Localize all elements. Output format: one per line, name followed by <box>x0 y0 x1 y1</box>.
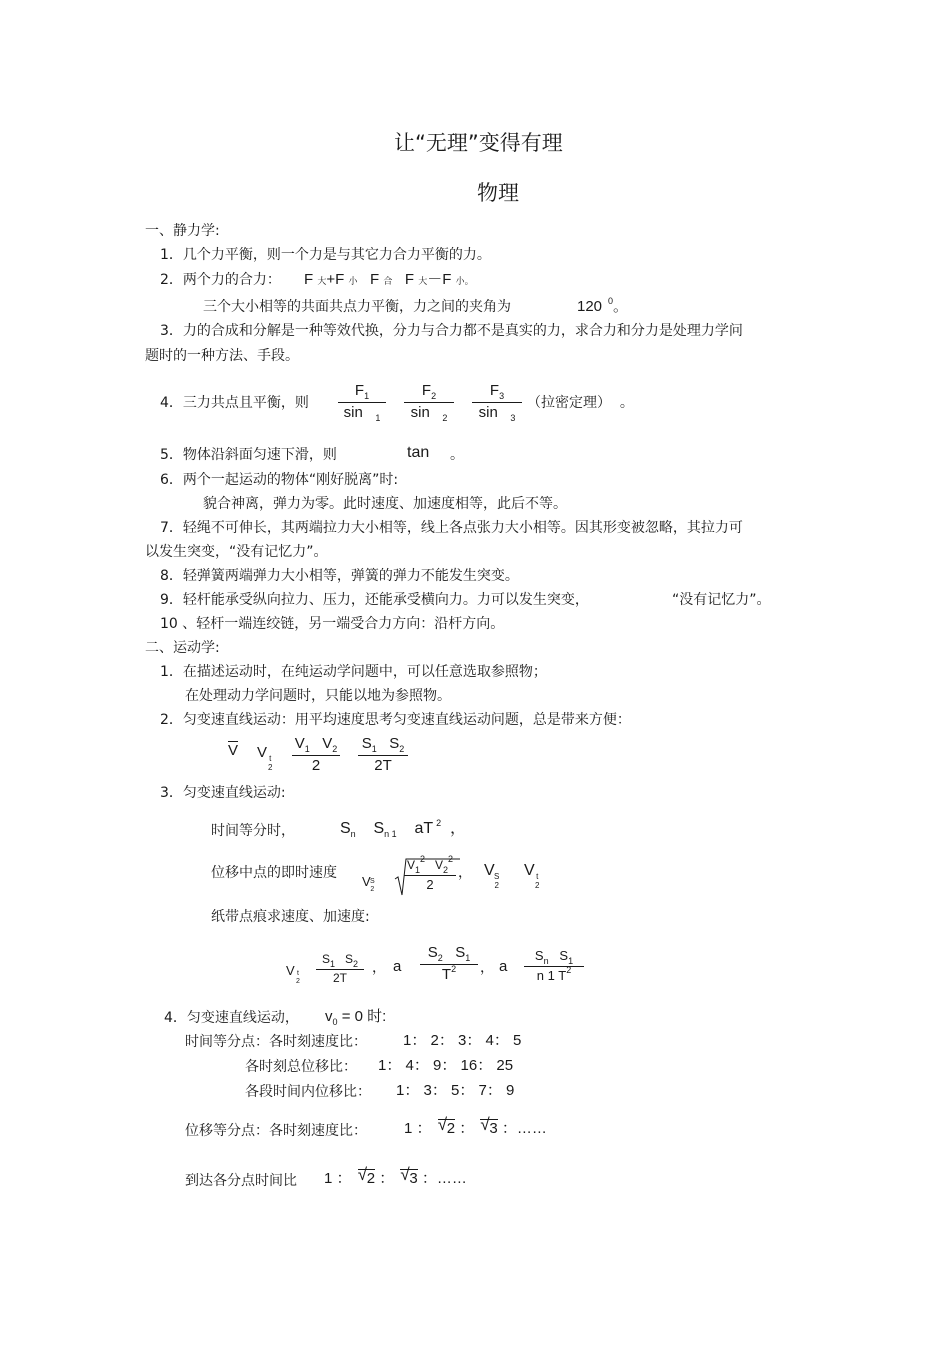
fraction-bar <box>420 964 478 965</box>
vt-symbol: V <box>524 862 535 879</box>
velocity-ratio: 1： 2： 3： 4： 5 <box>403 1032 522 1049</box>
lami-fraction-1 <box>338 382 386 423</box>
fraction-denominator: 2 <box>311 757 321 774</box>
statics-item-8: 8．轻弹簧两端弹力大小相等，弹簧的弹力不能发生突变。 <box>160 568 519 584</box>
square-root: √ 2 <box>437 1115 456 1137</box>
fraction-denominator: 2 <box>426 877 434 892</box>
fraction-bar <box>404 875 456 876</box>
fraction-bar <box>338 402 386 403</box>
statics-item-5-label: 5．物体沿斜面匀速下滑，则 <box>160 447 337 463</box>
lami-fraction-3 <box>472 382 522 423</box>
square-root: √ 2 <box>357 1165 376 1187</box>
segment-displacement-ratio: 1： 3： 5： 7： 9 <box>396 1082 515 1099</box>
kinematics-item-1-line-1: 1．在描述运动时，在纯运动学问题中，可以任意选取参照物； <box>160 664 547 680</box>
kinematics-item-2: 2．匀变速直线运动：用平均速度思考匀变速直线运动问题，总是带来方便： <box>160 712 631 728</box>
tape-velocity-subscript: t 2 <box>296 970 300 985</box>
fraction-bar <box>292 755 340 756</box>
tape-comma-2: ， <box>480 960 494 976</box>
arrival-time-ratio: 1 ： √ 2 ： √ 3 ：…… <box>324 1165 467 1187</box>
total-displacement-ratio: 1： 4： 9： 16： 25 <box>378 1057 514 1074</box>
angle-end: 。 <box>613 298 629 315</box>
square-root: √ 3 <box>480 1115 498 1137</box>
angle-value <box>577 298 628 317</box>
displacement-fraction <box>358 735 408 775</box>
midtime-velocity-symbol: V <box>257 744 268 761</box>
fraction-bar <box>524 966 584 967</box>
formula-subscript: 合 <box>383 276 393 286</box>
statics-item-6-detail: 貌合神离，弹力为零。此时速度、加速度相等，此后不等。 <box>203 496 567 512</box>
fraction-numerator: $S_1$ $S_2$ <box>361 735 405 754</box>
formula-subscript: 小。 <box>455 276 474 286</box>
formula-subscript: 小 <box>348 276 358 286</box>
degree-mark: 0 <box>608 296 614 306</box>
statics-item-6: 6．两个一起运动的物体“刚好脱离”时: <box>160 472 399 488</box>
initial-velocity-condition: $v_0 = 0$ 时: <box>325 1008 387 1027</box>
kinematics-item-3: 3．匀变速直线运动: <box>160 785 286 801</box>
vs-symbol: V <box>484 862 495 879</box>
fraction-denominator: 2T <box>374 757 392 774</box>
formula-resultant-range <box>304 271 474 290</box>
lami-note: （拉密定理） 。 <box>527 395 634 411</box>
document-title: 让“无理”变得有理 <box>394 131 563 155</box>
fraction-numerator: $S_n$ $S_1$ <box>534 948 574 966</box>
statics-item-10: 10 、轻杆一端连绞链，另一端受合力方向：沿杆方向。 <box>160 616 505 632</box>
fraction-bar <box>404 402 454 403</box>
fraction-denominator: sin $_2$ <box>410 404 448 423</box>
midpoint-velocity-label: 位移中点的即时速度 <box>211 865 337 881</box>
statics-item-2-label: 2．两个力的合力： <box>160 272 281 288</box>
document-subtitle: 物理 <box>477 181 519 205</box>
tape-comma-1: ， <box>372 960 386 976</box>
tan-formula: tan <box>407 444 430 461</box>
kinematics-item-4-label: 4．匀变速直线运动， <box>164 1010 299 1026</box>
midpoint-velocity-subscript: S 2 <box>370 878 375 893</box>
formula-term: －F <box>427 271 452 288</box>
midpoint-comma: ， <box>458 865 472 881</box>
formula-subscript: 大 <box>418 276 428 286</box>
angle-number: 120 <box>577 298 603 315</box>
acceleration-fraction-1 <box>420 944 478 985</box>
fraction-bar <box>316 969 364 970</box>
formula-term: F <box>304 271 314 288</box>
midpoint-velocity-symbol: V <box>362 874 371 889</box>
tape-velocity-symbol: V <box>286 963 295 978</box>
fraction-numerator: $F_1$ <box>354 382 370 401</box>
velocity-root-ratio: 1 ： √ 2 ： √ 3 ：…… <box>404 1115 547 1137</box>
fraction-denominator: n 1 $T^2$ <box>536 965 572 983</box>
statics-item-9-line: 9．轻杆能承受纵向拉力、压力，还能承受横向力。力可以发生突变， <box>160 592 589 608</box>
segment-displacement-label: 各段时间内位移比： <box>245 1084 371 1100</box>
fraction-numerator: $F_3$ <box>489 382 505 401</box>
statics-item-3-line-1: 3．力的合成和分解是一种等效代换，分力与合力都不是真实的力，求合力和分力是处理力学问 <box>160 323 743 339</box>
average-velocity-fraction <box>292 735 340 775</box>
vt-subscript: t 2 <box>535 872 540 890</box>
fraction-denominator: sin $_1$ <box>343 404 381 423</box>
midpoint-velocity-fraction <box>404 854 456 892</box>
statics-item-9-end: “没有记忆力”。 <box>672 592 771 608</box>
square-root: √ 3 <box>400 1165 418 1187</box>
arrival-time-label: 到达各分点时间比 <box>185 1173 297 1189</box>
section-heading-kinematics: 二、运动学: <box>145 640 220 656</box>
fraction-numerator: $V_1$ $V_2$ <box>294 735 338 754</box>
equal-distance-points-label: 位移等分点：各时刻速度比： <box>185 1123 367 1139</box>
kinematics-item-1-line-2: 在处理动力学问题时，只能以地为参照物。 <box>185 688 451 704</box>
fraction-numerator: $S_1$ $S_2$ <box>321 952 359 969</box>
formula-subscript: 大 <box>317 276 327 286</box>
vs-subscript: S 2 <box>494 872 500 890</box>
fraction-denominator: sin $_3$ <box>478 404 516 423</box>
statics-item-1: 1．几个力平衡，则一个力是与其它力合力平衡的力。 <box>160 247 491 263</box>
statics-item-7-line-1: 7．轻绳不可伸长，其两端拉力大小相等，线上各点张力大小相等。因其形变被忽略，其拉力可 <box>160 520 743 536</box>
fraction-bar <box>472 402 522 403</box>
average-velocity-symbol: $\overline{V}$ <box>228 742 239 759</box>
statics-item-5-end: 。 <box>450 447 464 463</box>
fraction-denominator: $T^2$ <box>441 964 457 983</box>
tape-velocity-fraction <box>316 952 364 986</box>
acceleration-fraction-2 <box>524 948 584 985</box>
statics-item-2-note: 三个大小相等的共面共点力平衡，力之间的夹角为 <box>203 299 511 315</box>
statics-item-4-label: 4．三力共点且平衡，则 <box>160 395 309 411</box>
equal-time-points-label: 时间等分点：各时刻速度比： <box>185 1034 367 1050</box>
section-heading-statics: 一、静力学: <box>145 223 220 239</box>
fraction-numerator: $F_2$ <box>421 382 437 401</box>
statics-item-7-line-2: 以发生突变，“没有记忆力”。 <box>145 544 328 560</box>
acceleration-symbol-2: a <box>499 958 508 975</box>
delta-s-formula: $S_n$ $S_{n 1}$ aT $^2$ ， <box>340 818 467 839</box>
fraction-numerator: $V_1^2$ $V_2^2$ <box>406 854 454 875</box>
equal-time-label: 时间等分时， <box>211 823 295 839</box>
formula-term: F <box>370 271 380 288</box>
total-displacement-label: 各时刻总位移比： <box>245 1059 357 1075</box>
statics-item-3-line-2: 题时的一种方法、手段。 <box>145 348 299 364</box>
tape-label: 纸带点痕求速度、加速度: <box>211 909 370 925</box>
fraction-bar <box>358 755 408 756</box>
formula-term: F <box>404 271 415 288</box>
fraction-denominator: 2T <box>332 971 347 985</box>
fraction-numerator: $S_2$ $S_1$ <box>427 944 471 963</box>
acceleration-symbol-1: a <box>393 958 402 975</box>
formula-term: +F <box>326 271 345 288</box>
lami-fraction-2 <box>404 382 454 423</box>
midtime-velocity-subscript: t 2 <box>268 754 273 772</box>
